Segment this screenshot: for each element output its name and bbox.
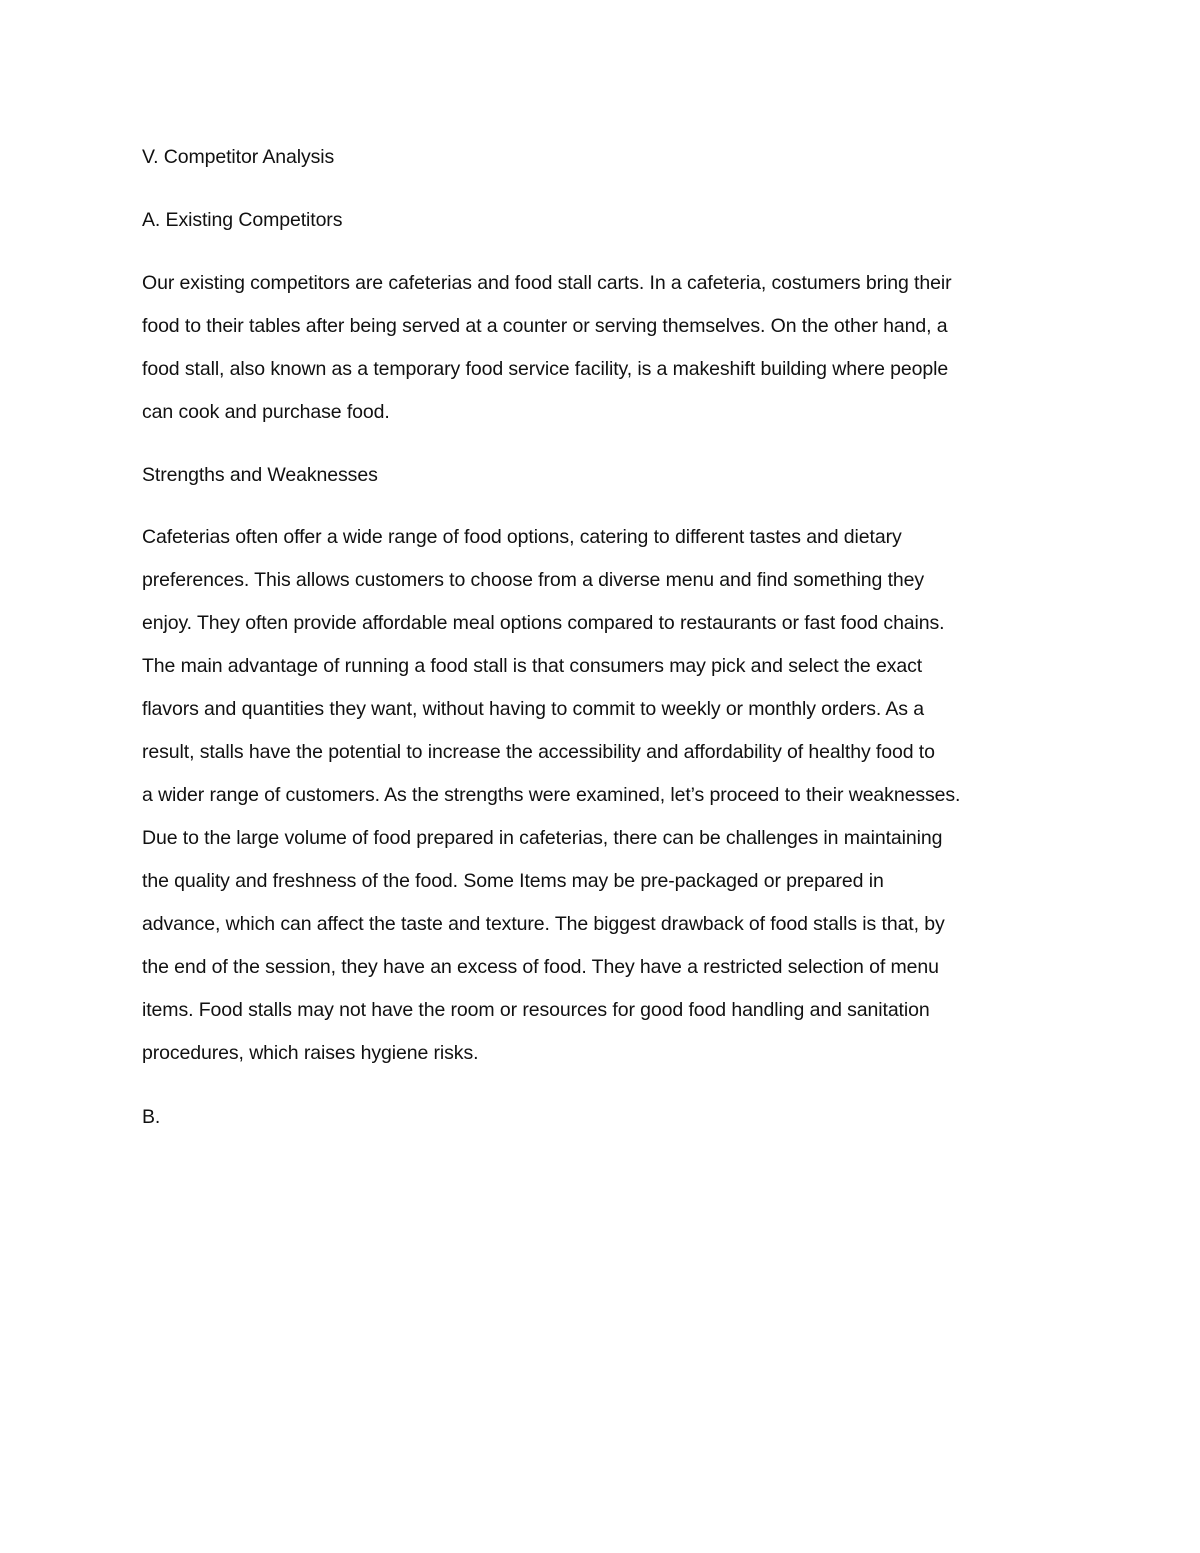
paragraph-line: Cafeterias often offer a wide range of food options, catering to different tastes and dietary	[142, 526, 902, 548]
paragraph-line: Our existing competitors are cafeterias and food stall carts. In a cafeteria, costumers bring their	[142, 272, 952, 294]
paragraph-line: the end of the session, they have an excess of food. They have a restricted selection of menu	[142, 956, 939, 978]
paragraph-line: procedures, which raises hygiene risks.	[142, 1042, 479, 1064]
paragraph-line: a wider range of customers. As the strengths were examined, let’s proceed to their weaknesses.	[142, 784, 961, 806]
paragraph-line: flavors and quantities they want, without having to commit to weekly or monthly orders. As a	[142, 698, 925, 720]
paragraph-line: advance, which can affect the taste and texture. The biggest drawback of food stalls is that, by	[142, 913, 945, 935]
paragraph-line: Due to the large volume of food prepared in cafeterias, there can be challenges in maintaining	[142, 827, 943, 849]
paragraph-line: food to their tables after being served at a counter or serving themselves. On the other hand, a	[142, 315, 948, 337]
paragraph-line: food stall, also known as a temporary food service facility, is a makeshift building where people	[142, 358, 949, 380]
paragraph-line: can cook and purchase food.	[142, 401, 390, 423]
paragraph-line: the quality and freshness of the food. Some Items may be pre-packaged or prepared in	[142, 870, 884, 892]
paragraph-line: preferences. This allows customers to choose from a diverse menu and find something they	[142, 569, 925, 591]
next-subsection-heading: B.	[142, 1106, 161, 1128]
subsection-heading: A. Existing Competitors	[142, 209, 343, 231]
strengths-heading: Strengths and Weaknesses	[142, 464, 378, 486]
paragraph-line: items. Food stalls may not have the room or resources for good food handling and sanitation	[142, 999, 930, 1021]
paragraph-line: enjoy. They often provide affordable meal options compared to restaurants or fast food chains.	[142, 612, 945, 634]
paragraph-line: result, stalls have the potential to increase the accessibility and affordability of healthy food to	[142, 741, 935, 763]
paragraph-line: The main advantage of running a food stall is that consumers may pick and select the exact	[142, 655, 923, 677]
section-heading: V. Competitor Analysis	[142, 146, 335, 168]
